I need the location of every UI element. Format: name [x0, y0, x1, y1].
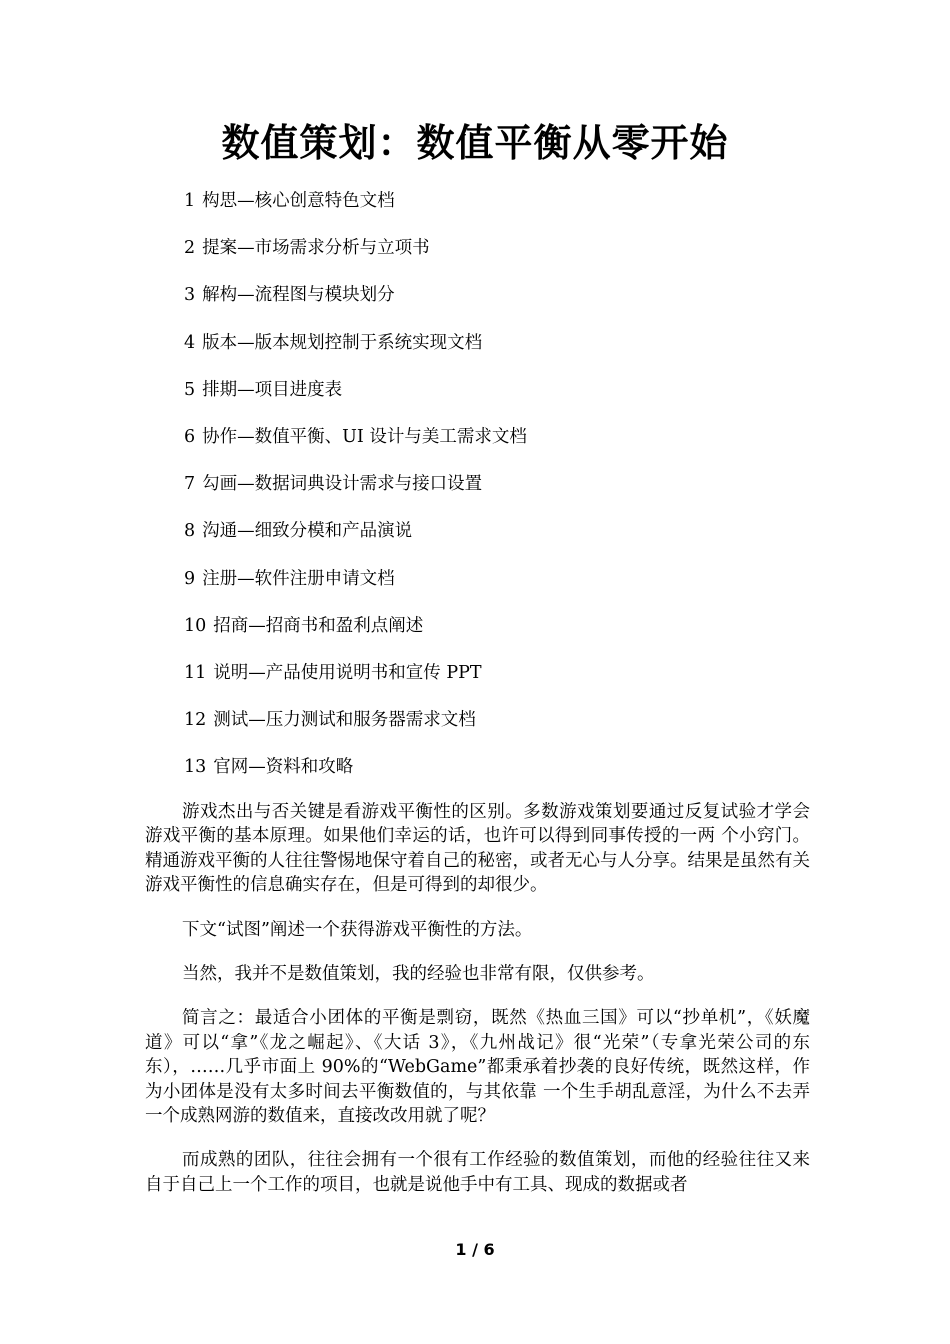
toc-item-number: 1 [184, 191, 196, 211]
toc-item [184, 613, 527, 660]
toc-item [184, 566, 527, 613]
toc-item-text: 构思—核心创意特色文档 [202, 191, 395, 211]
toc-item [184, 660, 527, 707]
toc-item-number: 3 [184, 285, 196, 306]
toc-item [184, 377, 527, 424]
toc-item-number: 12 [184, 710, 207, 731]
toc-item-text: 官网—资料和攻略 [213, 757, 354, 778]
body-paragraph: 简言之：最适合小团体的平衡是剽窃，既然《热血三国》可以“抄单机”，《妖魔道》可以“拿”《龙之崛起》、《大话 3》，《九州战记》很“光荣”（专拿光荣公司的东东），……几乎市面上 90%的“WebGame”都秉承着抄袭的良好传统，既然这样，作为小团体是没有太多时间去平衡数值的，与其依靠 一个生手胡乱意淫，为什么不去弄一个成熟网游的数值来，直接改改用就了呢？ [145, 1008, 810, 1127]
toc-item-text: 提案—市场需求分析与立项书 [202, 238, 430, 259]
toc-item-text: 测试—压力测试和服务器需求文档 [213, 710, 476, 731]
toc-item-number: 7 [184, 474, 196, 495]
toc-item [184, 471, 527, 518]
toc-item-number: 10 [184, 615, 207, 636]
toc-item-text: 勾画—数据词典设计需求与接口设置 [202, 474, 483, 495]
document-body [145, 800, 810, 1217]
toc-item-number: 2 [184, 238, 196, 259]
toc-item [184, 330, 527, 377]
toc-item-text: 版本—版本规划控制于系统实现文档 [202, 332, 483, 353]
toc-item [184, 707, 527, 754]
toc-item [184, 282, 527, 329]
toc-item-number: 11 [184, 662, 207, 683]
body-paragraph: 下文“试图”阐述一个获得游戏平衡性的方法。 [182, 919, 533, 940]
body-paragraph: 而成熟的团队，往往会拥有一个很有工作经验的数值策划，而他的经验往往又来自于自己上一个工作的项目，也就是说他手中有工具、现成的数据或者 [145, 1150, 810, 1195]
toc-item [184, 518, 527, 565]
toc-item [184, 188, 527, 235]
toc-item-text: 协作—数值平衡、UI 设计与美工需求文档 [202, 426, 527, 447]
toc-item-number: 5 [184, 379, 196, 400]
toc-item [184, 424, 527, 471]
table-of-contents [184, 188, 527, 801]
toc-item-number: 8 [184, 521, 196, 542]
body-paragraph: 游戏杰出与否关键是看游戏平衡性的区别。多数游戏策划要通过反复试验才学会游戏平衡的基本原理。如果他们幸运的话，也许可以得到同事传授的一两 个小窍门。精通游戏平衡的人往往警惕地保守着自己的秘密，或者无心与人分享。结果是虽然有关游戏平衡性的信息确实存在，但是可得到的却很少。 [145, 802, 810, 896]
toc-item-number: 6 [184, 426, 196, 447]
toc-item-text: 招商—招商书和盈利点阐述 [213, 615, 424, 636]
toc-item-text: 解构—流程图与模块划分 [202, 285, 395, 306]
toc-item-text: 排期—项目进度表 [202, 379, 343, 400]
toc-item-number: 13 [184, 757, 207, 778]
toc-item-number: 9 [184, 568, 196, 589]
toc-item-number: 4 [184, 332, 196, 353]
document-title: 数值策划：数值平衡从零开始 [221, 121, 729, 165]
toc-item-text: 说明—产品使用说明书和宣传 PPT [213, 662, 482, 683]
body-paragraph: 当然，我并不是数值策划，我的经验也非常有限，仅供参考。 [182, 964, 655, 985]
toc-item-text: 沟通—细致分模和产品演说 [202, 521, 413, 542]
toc-item [184, 754, 527, 801]
page-number: 1 / 6 [455, 1240, 495, 1259]
toc-item-text: 注册—软件注册申请文档 [202, 568, 395, 589]
toc-item [184, 235, 527, 282]
